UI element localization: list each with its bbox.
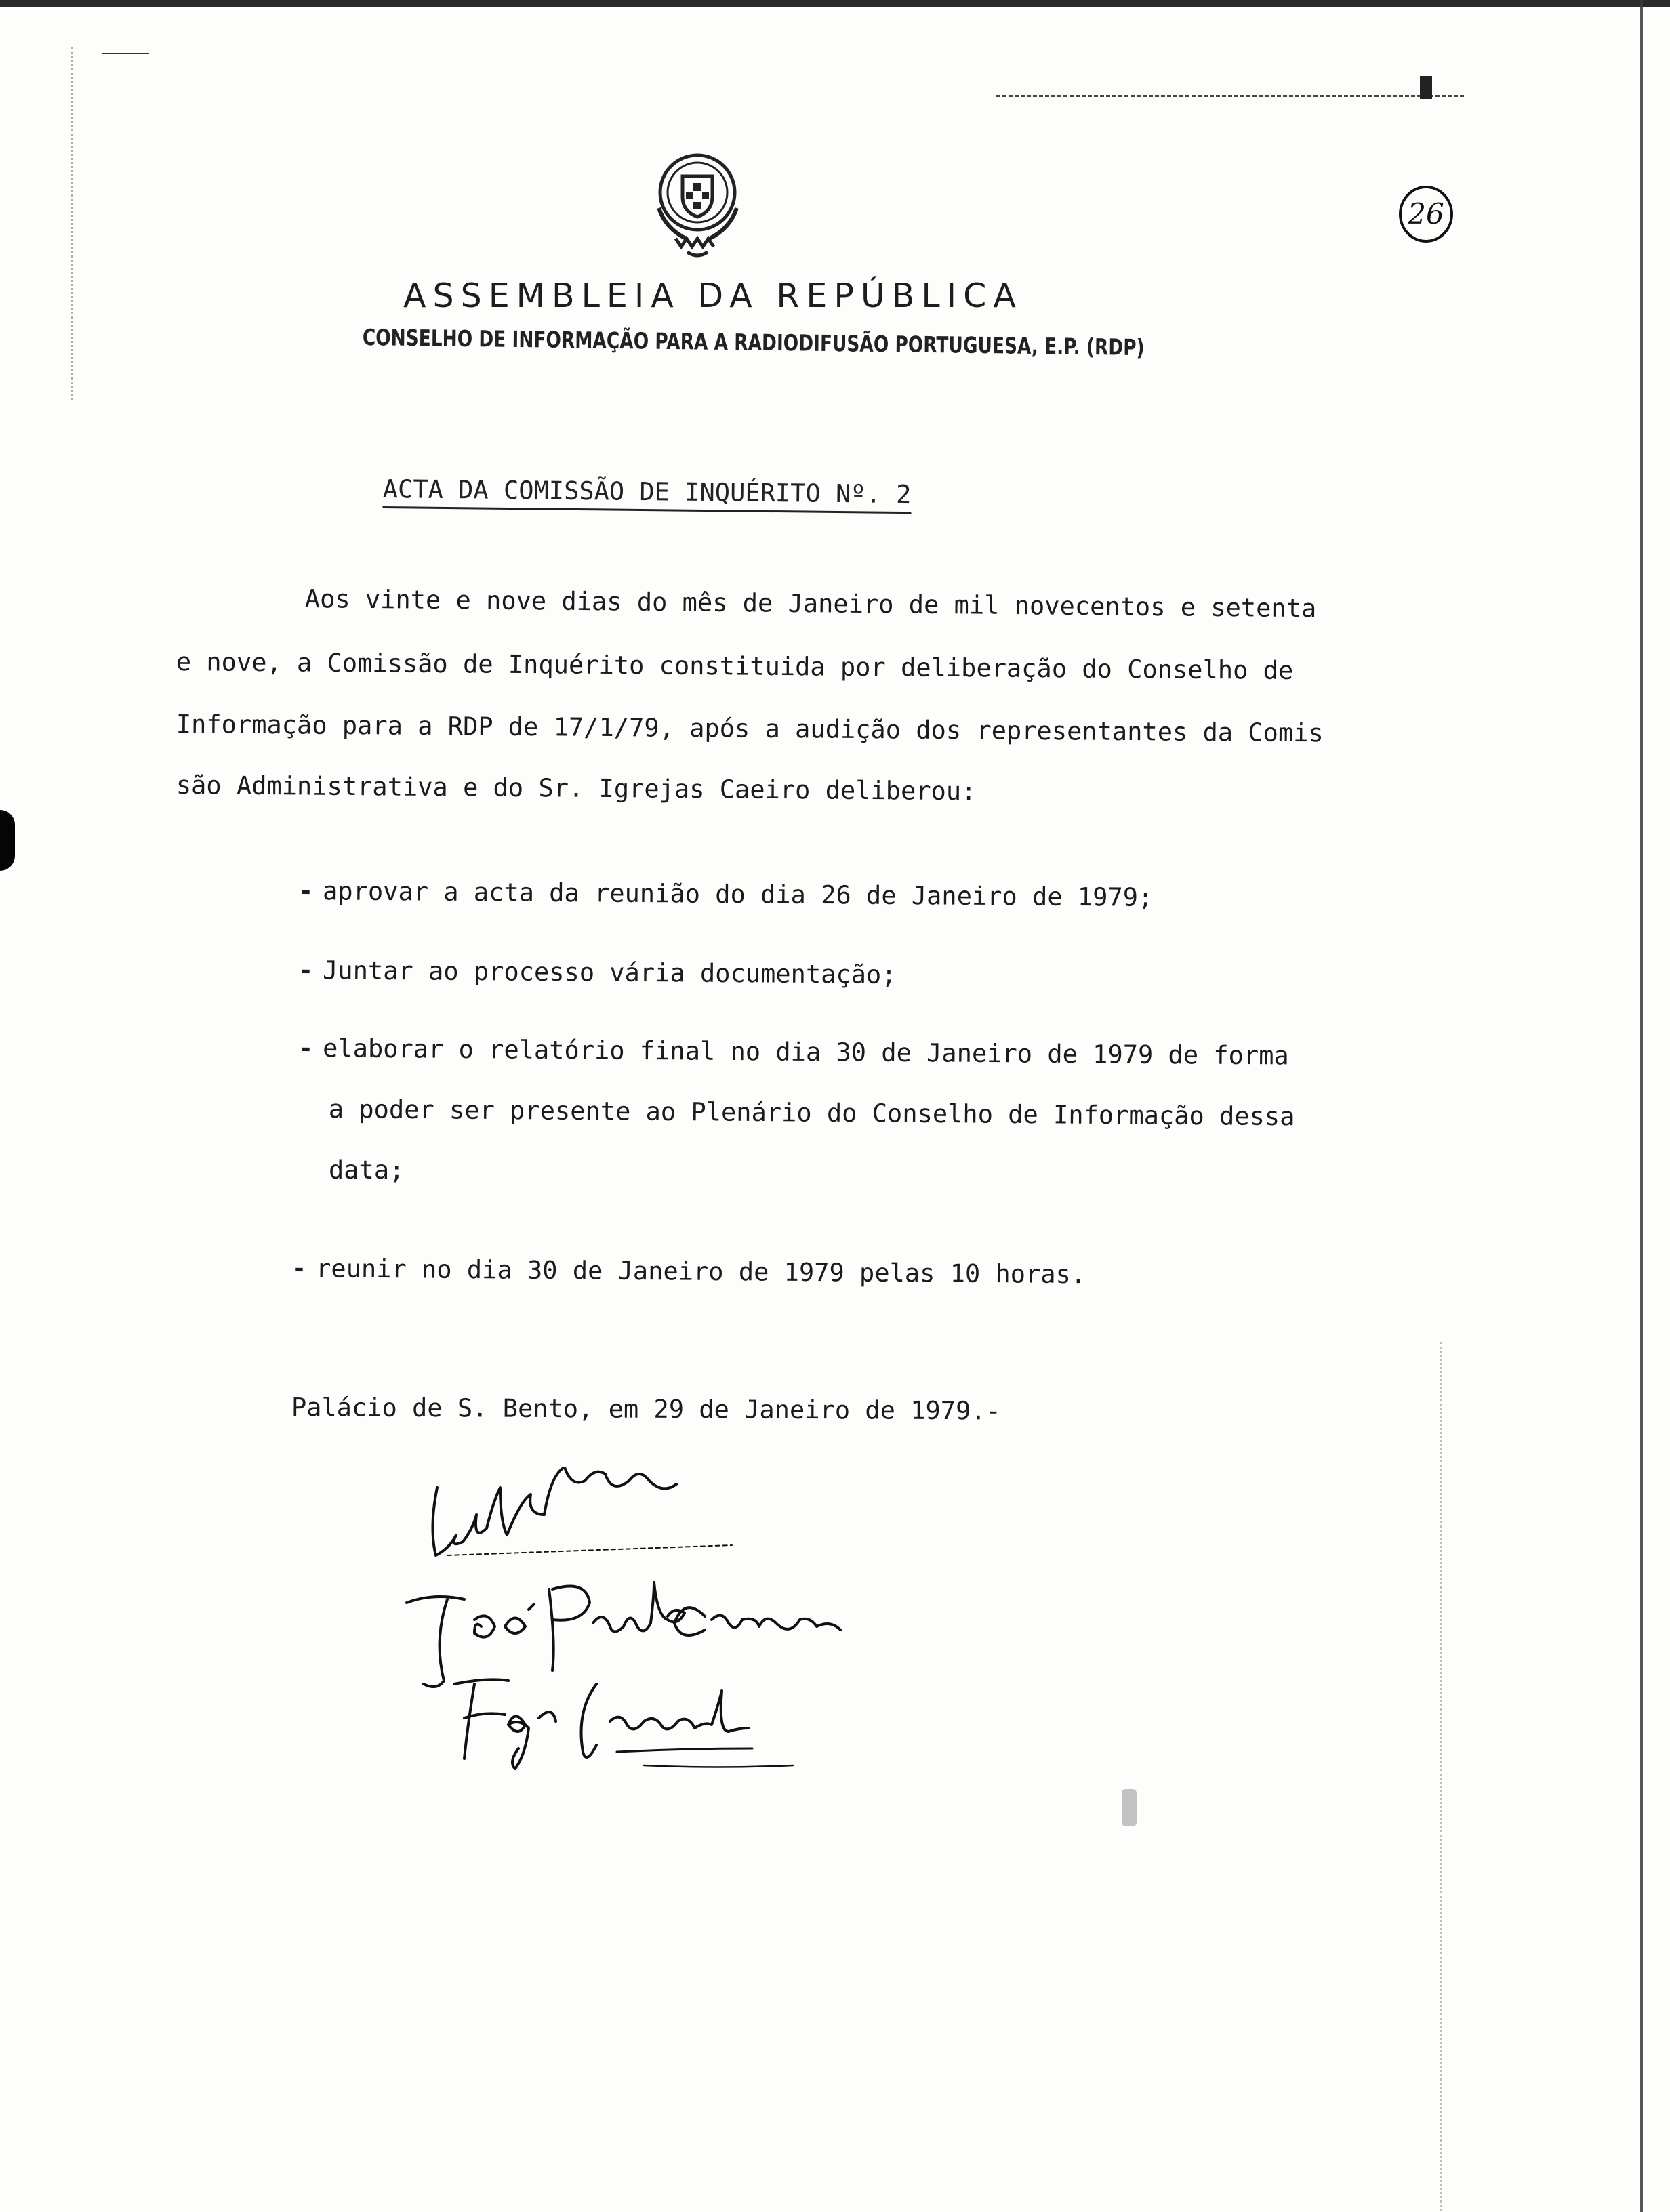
list-item: [298, 1033, 1289, 1070]
scan-top-right-dashes: [996, 95, 1464, 97]
institution-name: ASSEMBLEIA DA REPÚBLICA: [403, 276, 1023, 315]
signature-2: [407, 1582, 840, 1687]
list-item: [298, 956, 897, 989]
scan-top-left-mark: [102, 53, 149, 54]
list-item-text: Juntar ao processo vária documentação;: [322, 956, 897, 989]
scan-right-specks: [1440, 1342, 1446, 2212]
list-bullet: -: [298, 876, 314, 906]
portuguese-coat-of-arms-icon: [645, 150, 750, 262]
scan-left-specks: [71, 47, 83, 400]
place-date: Palácio de S. Bento, em 29 de Janeiro de 1979.-: [291, 1393, 1001, 1426]
list-item-continuation: data;: [329, 1155, 405, 1185]
list-bullet: -: [291, 1254, 307, 1284]
paragraph-line: são Administrativa e do Sr. Igrejas Caeiro deliberou:: [176, 771, 977, 806]
list-bullet: -: [298, 1033, 314, 1063]
scan-right-edge: [1640, 0, 1643, 2212]
list-item-continuation: a poder ser presente ao Plenário do Conselho de Informação dessa: [328, 1094, 1295, 1132]
signature-block: [400, 1467, 1010, 1779]
scan-smudge: [1122, 1789, 1137, 1826]
signature-1: [432, 1467, 732, 1555]
scan-top-edge: [0, 0, 1670, 7]
list-bullet: -: [298, 956, 314, 985]
paragraph-line: e nove, a Comissão de Inquérito constituida por deliberação do Conselho de: [176, 647, 1294, 685]
folio-number-text: 26: [1408, 197, 1444, 230]
list-item-text: elaborar o relatório final no dia 30 de Janeiro de 1979 de forma: [322, 1033, 1289, 1071]
folio-circle-icon: [1395, 183, 1457, 245]
list-item: [298, 876, 1154, 912]
scan-ink-blot: [1420, 76, 1432, 99]
folio-number: [1395, 183, 1457, 245]
list-item-text: reunir no dia 30 de Janeiro de 1979 pelas 10 horas.: [315, 1254, 1086, 1290]
paragraph-line: Aos vinte e nove dias do mês de Janeiro de mil novecentos e setenta: [304, 584, 1317, 623]
paragraph-line: Informação para a RDP de 17/1/79, após a audição dos representantes da Comis: [176, 710, 1324, 748]
signature-3: [454, 1679, 793, 1769]
list-item-text: aprovar a acta da reunião do dia 26 de Janeiro de 1979;: [322, 876, 1154, 912]
document-title: ACTA DA COMISSÃO DE INQUÉRITO Nº. 2: [382, 474, 911, 514]
list-item: [291, 1254, 1086, 1289]
council-name: CONSELHO DE INFORMAÇÃO PARA A RADIODIFUSÃO PORTUGUESA, E.P. (RDP): [362, 324, 1145, 361]
scan-punch-hole-shadow: [0, 810, 15, 871]
